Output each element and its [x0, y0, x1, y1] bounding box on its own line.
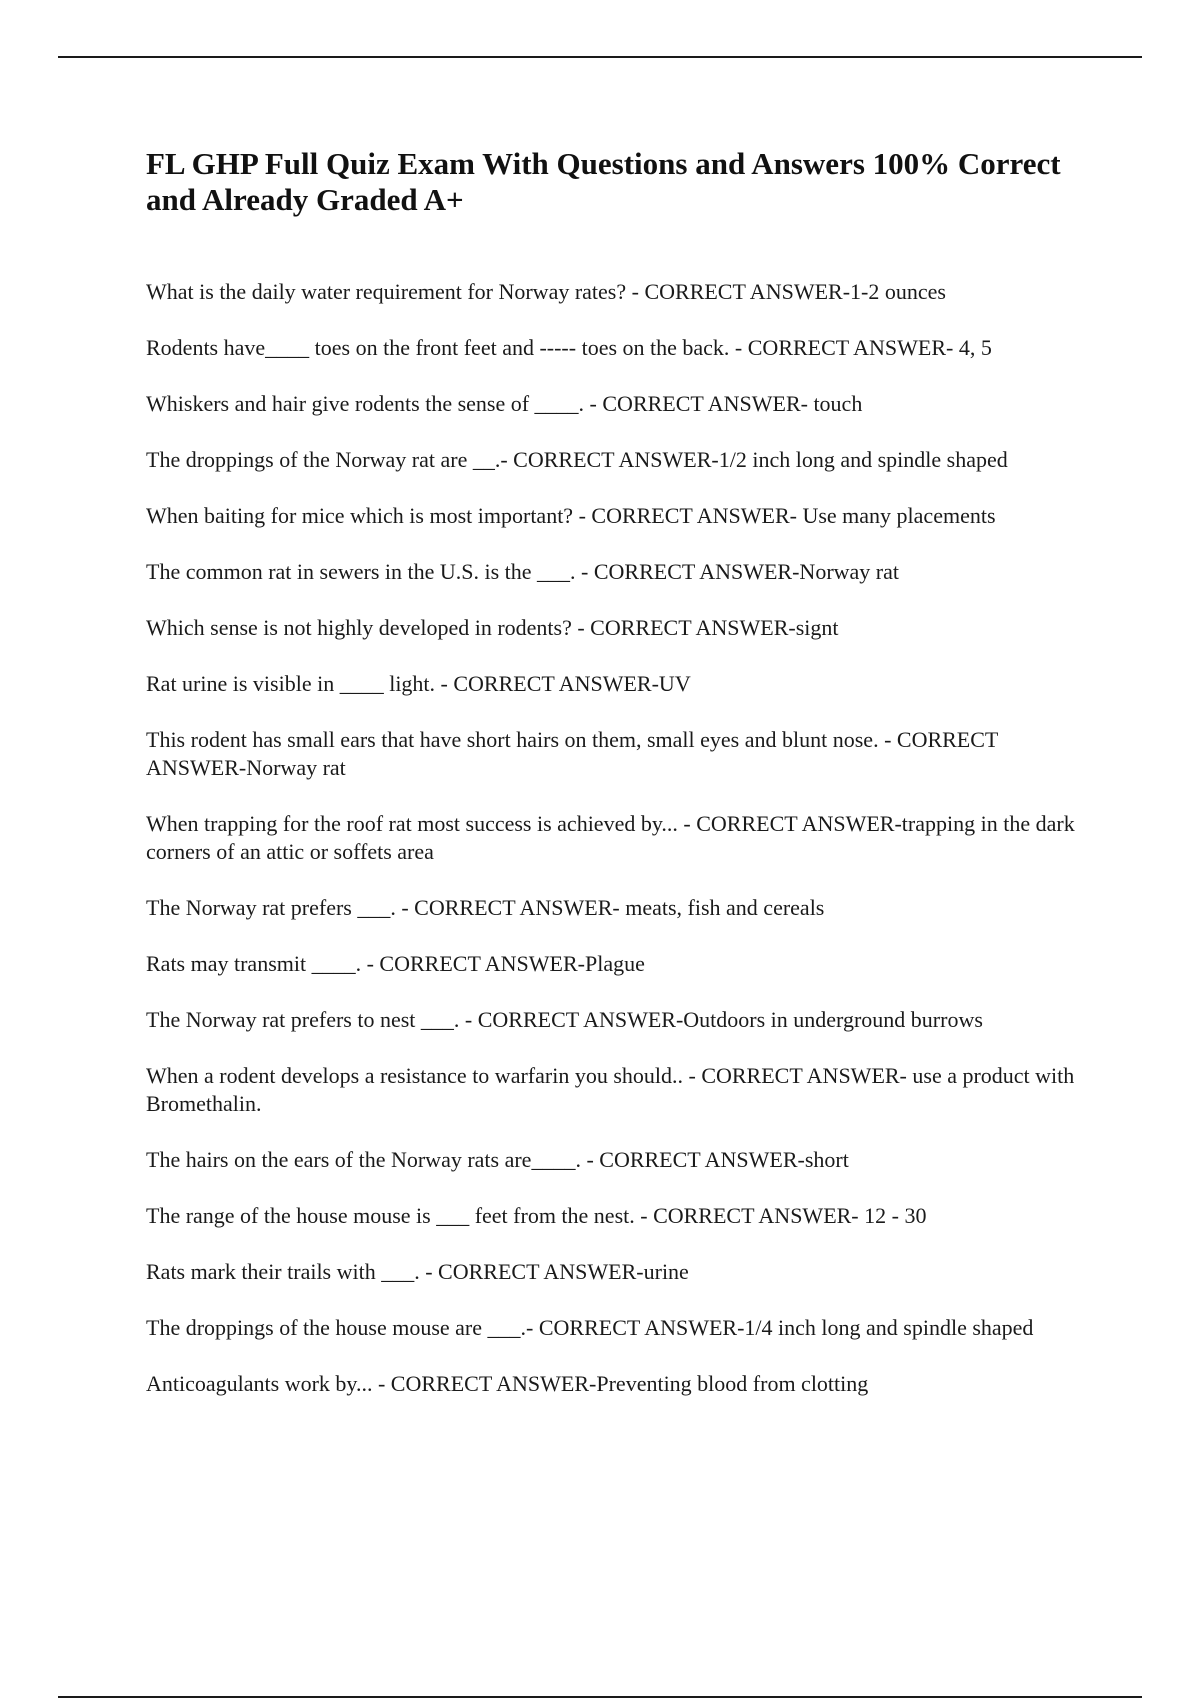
qa-item: The droppings of the Norway rat are __.- CORRECT ANSWER-1/2 inch long and spindle shaped: [146, 447, 1008, 472]
qa-item: The droppings of the house mouse are ___.- CORRECT ANSWER-1/4 inch long and spindle shaped: [146, 1315, 1034, 1340]
question-answer-list: [146, 278, 1096, 1398]
qa-item: Whiskers and hair give rodents the sense of ____. - CORRECT ANSWER- touch: [146, 391, 863, 416]
qa-item: The range of the house mouse is ___ feet from the nest. - CORRECT ANSWER- 12 - 30: [146, 1203, 927, 1228]
qa-item: The common rat in sewers in the U.S. is the ___. - CORRECT ANSWER-Norway rat: [146, 559, 899, 584]
qa-item: The Norway rat prefers ___. - CORRECT ANSWER- meats, fish and cereals: [146, 895, 825, 920]
qa-item: Rat urine is visible in ____ light. - CORRECT ANSWER-UV: [146, 671, 691, 696]
document-title: FL GHP Full Quiz Exam With Questions and Answers 100% Correct and Already Graded A+: [146, 146, 1061, 217]
qa-item: Rats may transmit ____. - CORRECT ANSWER-Plague: [146, 951, 645, 976]
qa-item: Anticoagulants work by... - CORRECT ANSWER-Preventing blood from clotting: [146, 1371, 869, 1396]
qa-item: Which sense is not highly developed in rodents? - CORRECT ANSWER-signt: [146, 615, 839, 640]
qa-item: The hairs on the ears of the Norway rats are____. - CORRECT ANSWER-short: [146, 1147, 849, 1172]
qa-item: Rodents have____ toes on the front feet and ----- toes on the back. - CORRECT ANSWER- 4, 5: [146, 335, 992, 360]
qa-item: This rodent has small ears that have short hairs on them, small eyes and blunt nose. - CORRECT ANSWER-Norway rat: [146, 727, 998, 780]
top-rule: [58, 56, 1142, 58]
qa-item: What is the daily water requirement for Norway rates? - CORRECT ANSWER-1-2 ounces: [146, 279, 946, 304]
qa-item: When trapping for the roof rat most success is achieved by... - CORRECT ANSWER-trapping in the dark corners of an attic or soffets area: [146, 811, 1075, 864]
document-body: [146, 146, 1096, 1426]
qa-item: When a rodent develops a resistance to warfarin you should.. - CORRECT ANSWER- use a product with Bromethalin.: [146, 1063, 1075, 1116]
qa-item: Rats mark their trails with ___. - CORRECT ANSWER-urine: [146, 1259, 689, 1284]
qa-item: When baiting for mice which is most important? - CORRECT ANSWER- Use many placements: [146, 503, 996, 528]
bottom-rule: [58, 1696, 1142, 1698]
qa-item: The Norway rat prefers to nest ___. - CORRECT ANSWER-Outdoors in underground burrows: [146, 1007, 983, 1032]
